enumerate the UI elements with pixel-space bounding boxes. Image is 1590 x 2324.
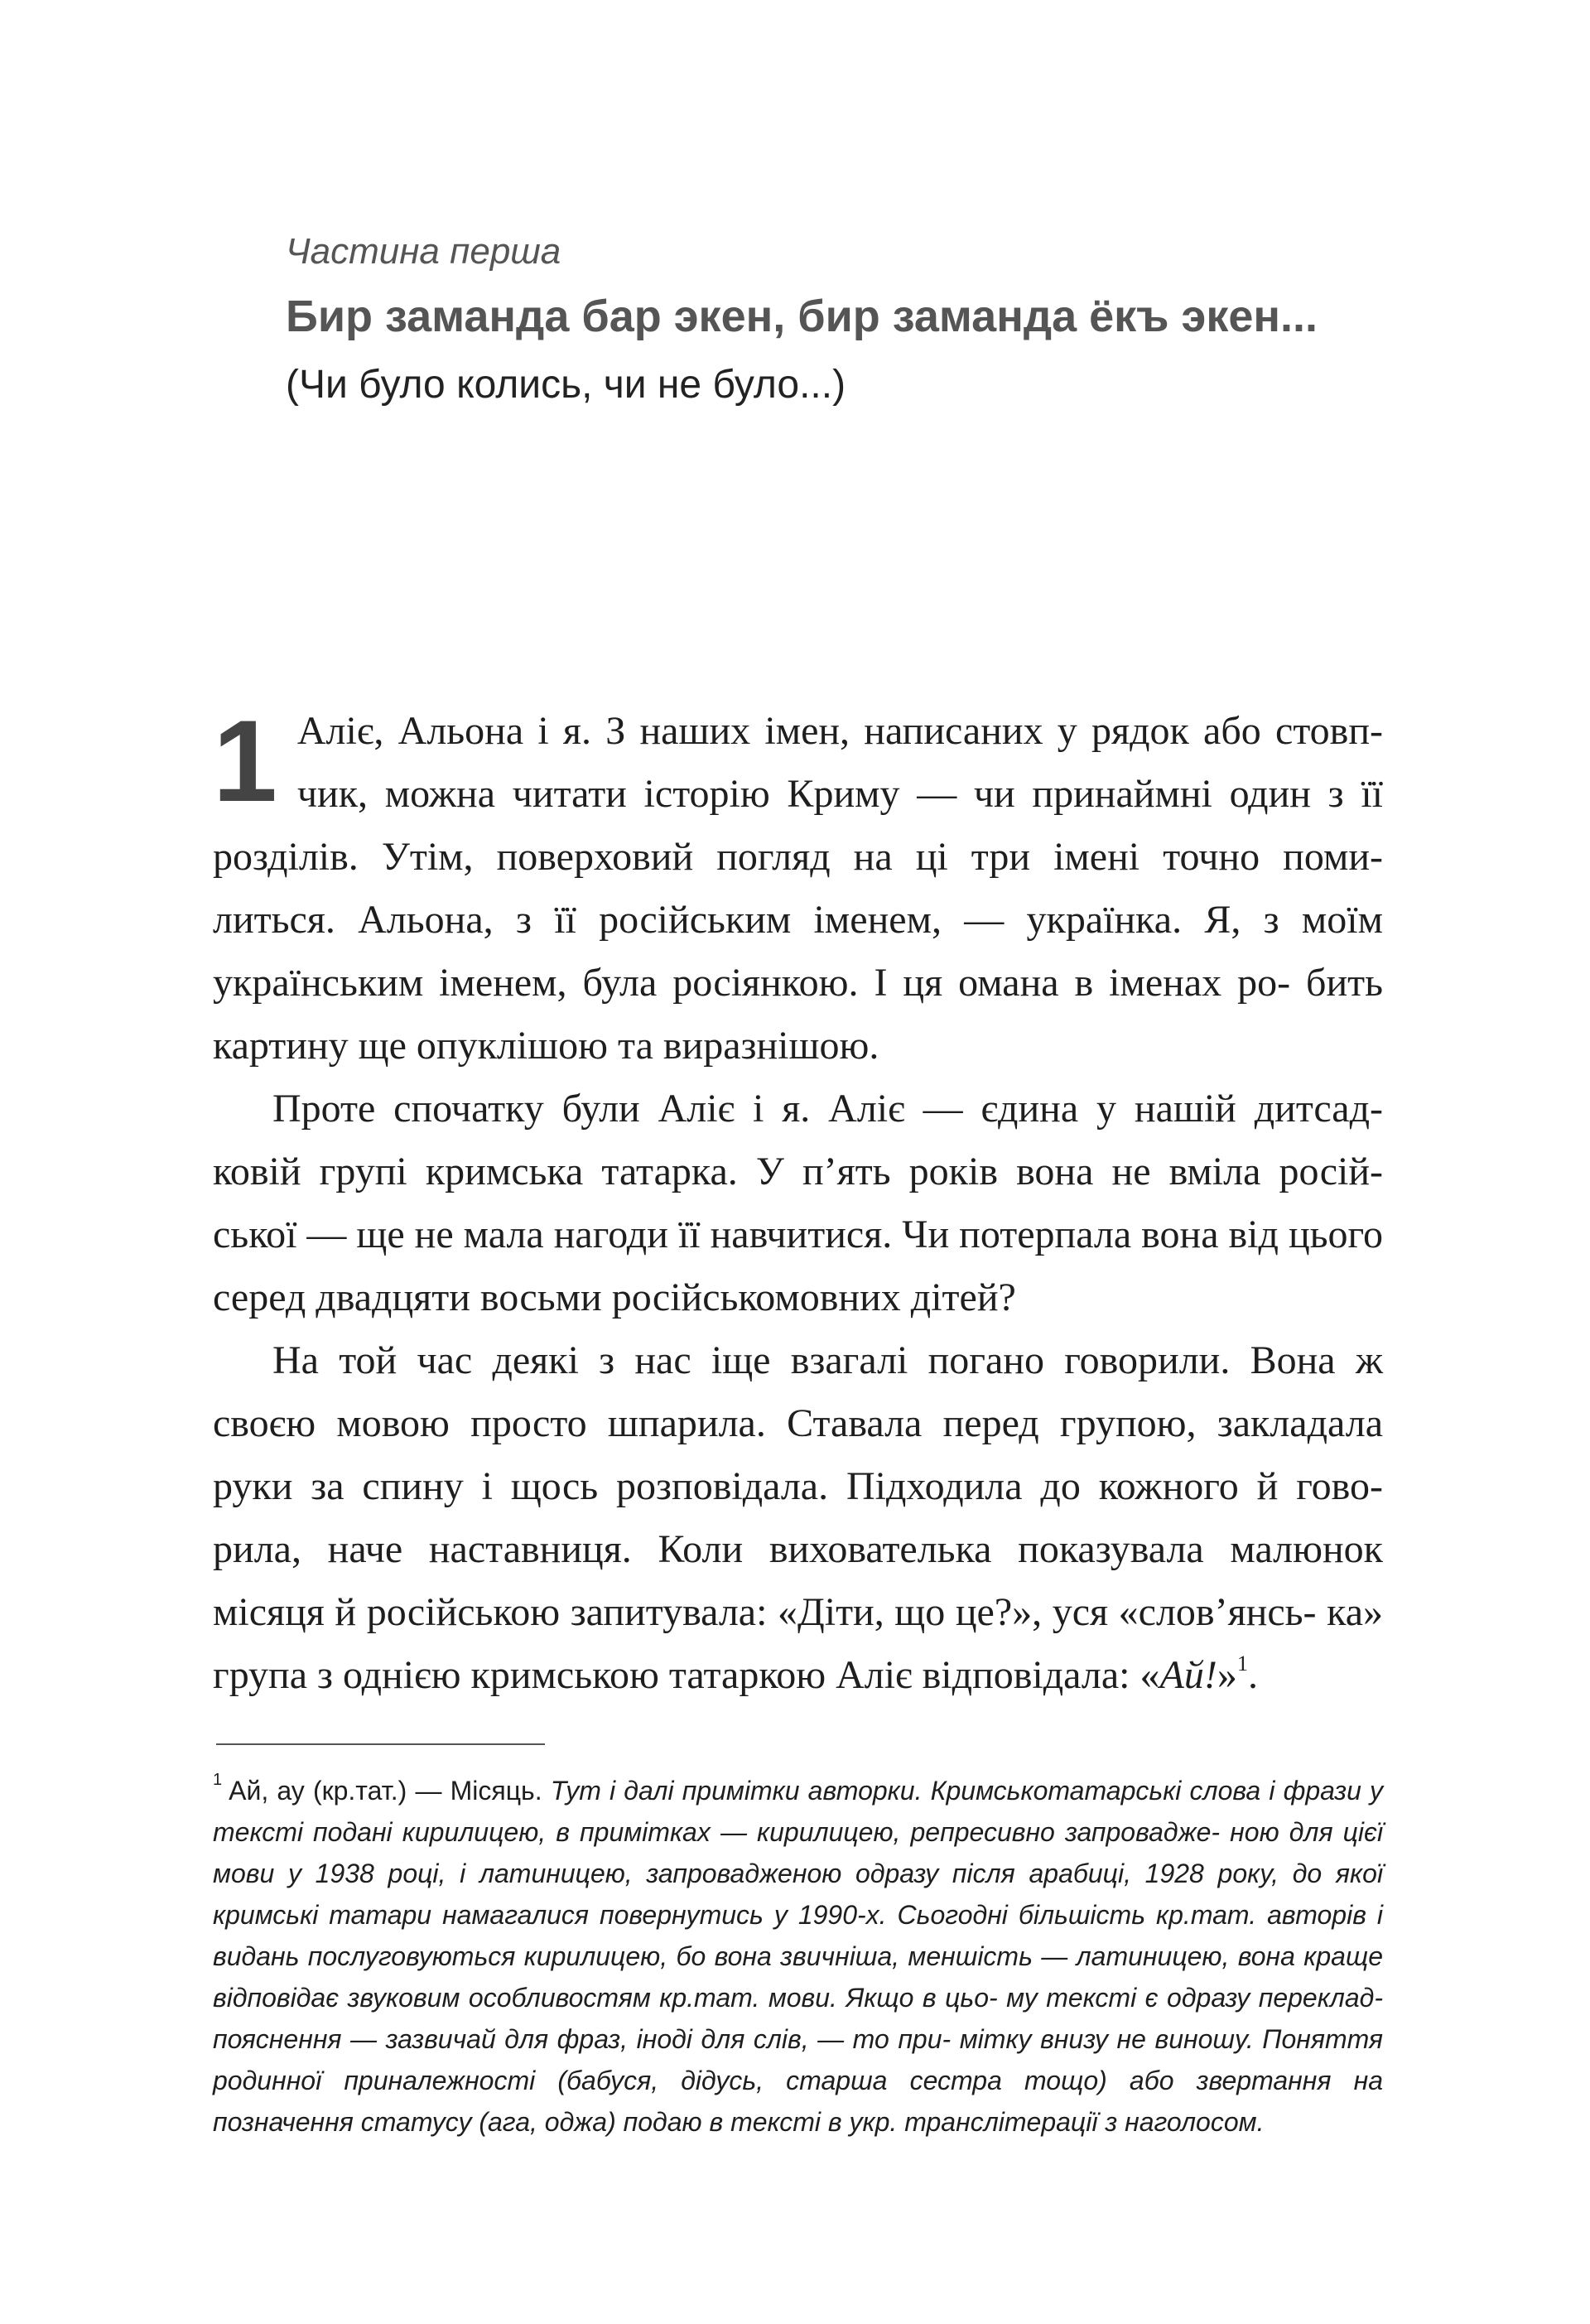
text-line: чик, можна читати історію Криму — чи принаймні один з її [296, 772, 1383, 816]
text-line: бить картину ще опуклішою та виразнішою. [213, 961, 1384, 1068]
footnote-line: му тексті є одразу переклад-пояснення — зазвичай для фраз, іноді для слів, — то при- [213, 1983, 1384, 2054]
chapter-heading [286, 225, 1395, 414]
page-content [213, 696, 1384, 2143]
part-subtitle: (Чи було колись, чи не було...) [286, 363, 846, 407]
part-label: Частина перша [286, 231, 561, 272]
text-line: ковій групі кримська татарка. У п’ять років вона не вміла росій- [213, 1150, 1383, 1193]
footnote-divider [216, 1743, 545, 1745]
text-line: Аліє, Альона і я. З наших імен, написаних у рядок або стовп- [296, 709, 1383, 753]
footnote [213, 1770, 1383, 2143]
footnote-line: року, до якої кримські татари намагалися повернутись у 1990-х. Сьогодні більшість [213, 1859, 1383, 1930]
paragraph [213, 696, 1384, 1078]
footnote-line: кр.тат. авторів і видань послуговуються кирилицею, бо вона звичніша, меншість — [213, 1900, 1384, 1971]
text-line: Проте спочатку були Аліє і я. Аліє — єдина у нашій дитсад- [272, 1087, 1383, 1131]
text-line: цього серед двадцяти восьми російськомовних дітей? [213, 1213, 1384, 1319]
footnote-term: Ай, ау (кр.тат.) — Місяць. [229, 1776, 551, 1806]
footnote-text: Тут і далі примітки авторки. Кримськотатарські слова [550, 1776, 1261, 1806]
text-line: рила, наче наставниця. Коли вихователька показувала малюнок [213, 1527, 1383, 1571]
footnote-marker: 1 [213, 1771, 223, 1789]
text-line: На той час деякі з нас іще взагалі погано говорили. Вона ж [272, 1338, 1383, 1382]
text-line: місяця й російською запитувала: «Діти, що це?», уся «слов’янсь- [213, 1590, 1317, 1634]
text-line: литься. Альона, з її російським іменем, — українка. Я, з моїм [213, 898, 1383, 942]
text-line: ської — ще не мала нагоди її навчитися. Чи потерпала вона від [213, 1213, 1279, 1256]
footnote-line: ною для цієї мови у 1938 році, і латиницею, запровадженою одразу після арабиці, 1928 [213, 1817, 1384, 1888]
text-line: руки за спину і щось розповідала. Підходила до кожного й гово- [213, 1464, 1383, 1508]
text-segment: » [1217, 1653, 1237, 1697]
footnote-reference[interactable]: 1 [1236, 1650, 1249, 1675]
footnote-line: транслітерації з наголосом. [904, 2107, 1265, 2137]
text-line: розділів. Утім, поверховий погляд на ці три імені точно поми- [213, 835, 1383, 879]
text-segment: . [1248, 1653, 1259, 1697]
chapter-number-dropcap: 1 [213, 696, 277, 826]
text-line: українським іменем, була росіянкою. І ця омана в іменах ро- [213, 961, 1291, 1005]
body-text [213, 696, 1384, 1707]
footnote-paragraph [213, 1770, 1383, 2143]
italic-word: Ай! [1159, 1653, 1217, 1697]
footnote-line: латиницею, вона краще відповідає звуковим особливостям кр.тат. мови. Якщо в цьо- [213, 1941, 1384, 2013]
paragraph [213, 1078, 1383, 1329]
text-line: своєю мовою просто шпарила. Ставала перед групою, закладала [213, 1401, 1383, 1445]
part-title: Бир заманда бар экен, бир заманда ёкъ экен... [286, 292, 1318, 341]
text-segment: ка» група з однією кримською татаркою Аліє відповідала: « [213, 1590, 1383, 1697]
footnote-line: сестра тощо) або звертання на позначення статусу (ага, оджа) подаю в тексті в укр. [213, 2066, 1384, 2137]
footnote-line: мітку внизу не виношу. Поняття родинної приналежності (бабуся, дідусь, старша [213, 2024, 1384, 2095]
paragraph [213, 1329, 1383, 1707]
footnote-line: і фрази у тексті подані кирилицею, в примітках — кирилицею, репресивно запроваджe- [213, 1776, 1384, 1847]
